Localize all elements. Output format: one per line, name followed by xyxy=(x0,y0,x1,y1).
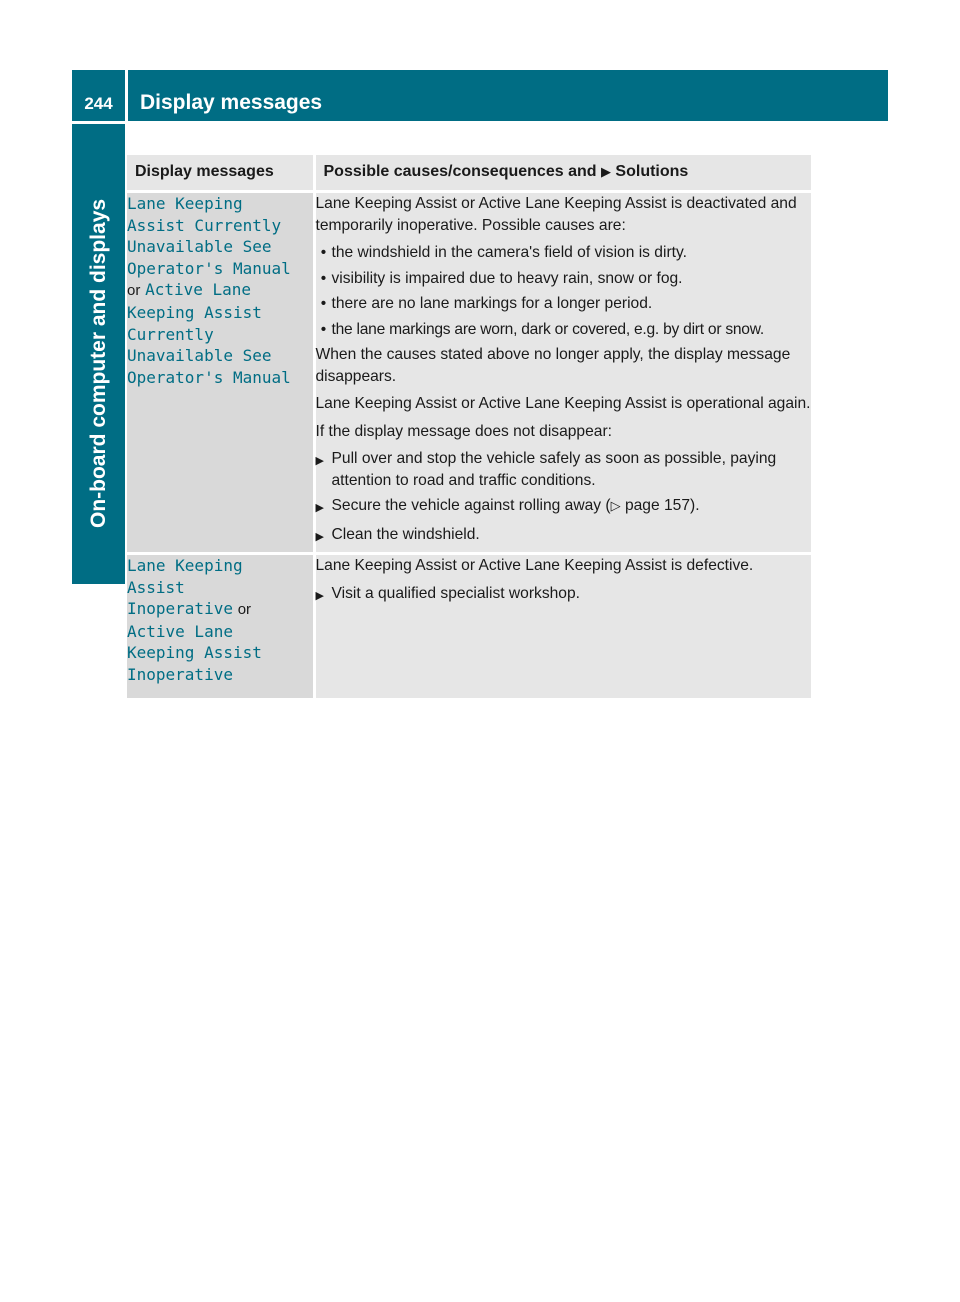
display-message-text-alt: Active Lane Keeping Assist Currently Unavailable See Operator's Manual xyxy=(127,280,291,387)
solution-step: ▶ Clean the windshield. xyxy=(316,524,812,549)
or-text: or xyxy=(127,282,141,300)
note-paragraph: When the causes stated above no longer apply, the display message disappears. xyxy=(315,346,791,385)
column-header-messages: Display messages xyxy=(127,155,314,190)
page-title: Display messages xyxy=(128,70,888,121)
bullet-icon: • xyxy=(320,269,327,287)
column-header-solutions-post: Solutions xyxy=(615,163,689,180)
solution-step: ▶ Pull over and stop the vehicle safely as soon as possible, paying attention to road and traffic conditions. xyxy=(316,448,812,491)
page-reference-link[interactable]: page 157 xyxy=(624,497,690,514)
table-row xyxy=(127,555,811,698)
page-header xyxy=(72,70,888,121)
list-item: • the lane markings are worn, dark or covered, e.g. by dirt or snow. xyxy=(316,319,812,341)
bullet-icon: • xyxy=(320,295,327,312)
play-triangle-icon: ▶ xyxy=(315,589,324,602)
solution-cell xyxy=(314,555,811,698)
bullet-icon: • xyxy=(320,320,327,338)
play-triangle-icon: ▶ xyxy=(315,530,324,543)
table-row xyxy=(127,193,811,552)
solution-step: ▶ Visit a qualified specialist workshop. xyxy=(316,583,812,608)
or-text: or xyxy=(237,601,252,619)
play-triangle-icon: ▶ xyxy=(600,164,611,179)
list-item: • visibility is impaired due to heavy rain, snow or fog. xyxy=(316,268,812,290)
note-paragraph: Lane Keeping Assist or Active Lane Keeping Assist is operational again. xyxy=(315,395,811,412)
bullet-icon: • xyxy=(320,244,327,261)
play-triangle-icon: ▶ xyxy=(315,502,324,514)
cause-intro: Lane Keeping Assist or Active Lane Keeping Assist is defective. xyxy=(315,557,754,574)
display-message-text: Lane Keeping Assist Inoperative xyxy=(127,556,243,619)
solution-cell xyxy=(314,193,811,552)
column-header-solutions xyxy=(314,155,811,190)
message-cell xyxy=(127,555,314,698)
cause-intro: Lane Keeping Assist or Active Lane Keeping Assist is deactivated and temporarily inoperative. Possible causes are: xyxy=(315,195,797,234)
message-cell xyxy=(127,193,314,552)
list-item: • there are no lane markings for a longer period. xyxy=(316,293,812,315)
list-item: • the windshield in the camera's field of vision is dirty. xyxy=(316,242,812,264)
section-tab-marker xyxy=(72,531,125,584)
note-paragraph: If the display message does not disappear: xyxy=(315,422,612,440)
display-message-text: Lane Keeping Assist Currently Unavailable See Operator's Manual xyxy=(127,194,291,278)
column-header-solutions-pre: Possible causes/consequences and xyxy=(323,163,597,180)
page-number: 244 xyxy=(72,70,125,121)
display-message-text-alt: Active Lane Keeping Assist Inoperative xyxy=(127,621,262,684)
page-reference-triangle-icon: ▷ xyxy=(610,498,621,513)
solution-step: ▶ Secure the vehicle against rolling away (▷ page 157). xyxy=(316,495,812,520)
section-tab-label: On-board computer and displays xyxy=(87,198,110,528)
table-header-row xyxy=(127,155,811,190)
section-tab xyxy=(72,124,125,584)
play-triangle-icon: ▶ xyxy=(315,455,324,467)
display-messages-table xyxy=(127,155,811,698)
